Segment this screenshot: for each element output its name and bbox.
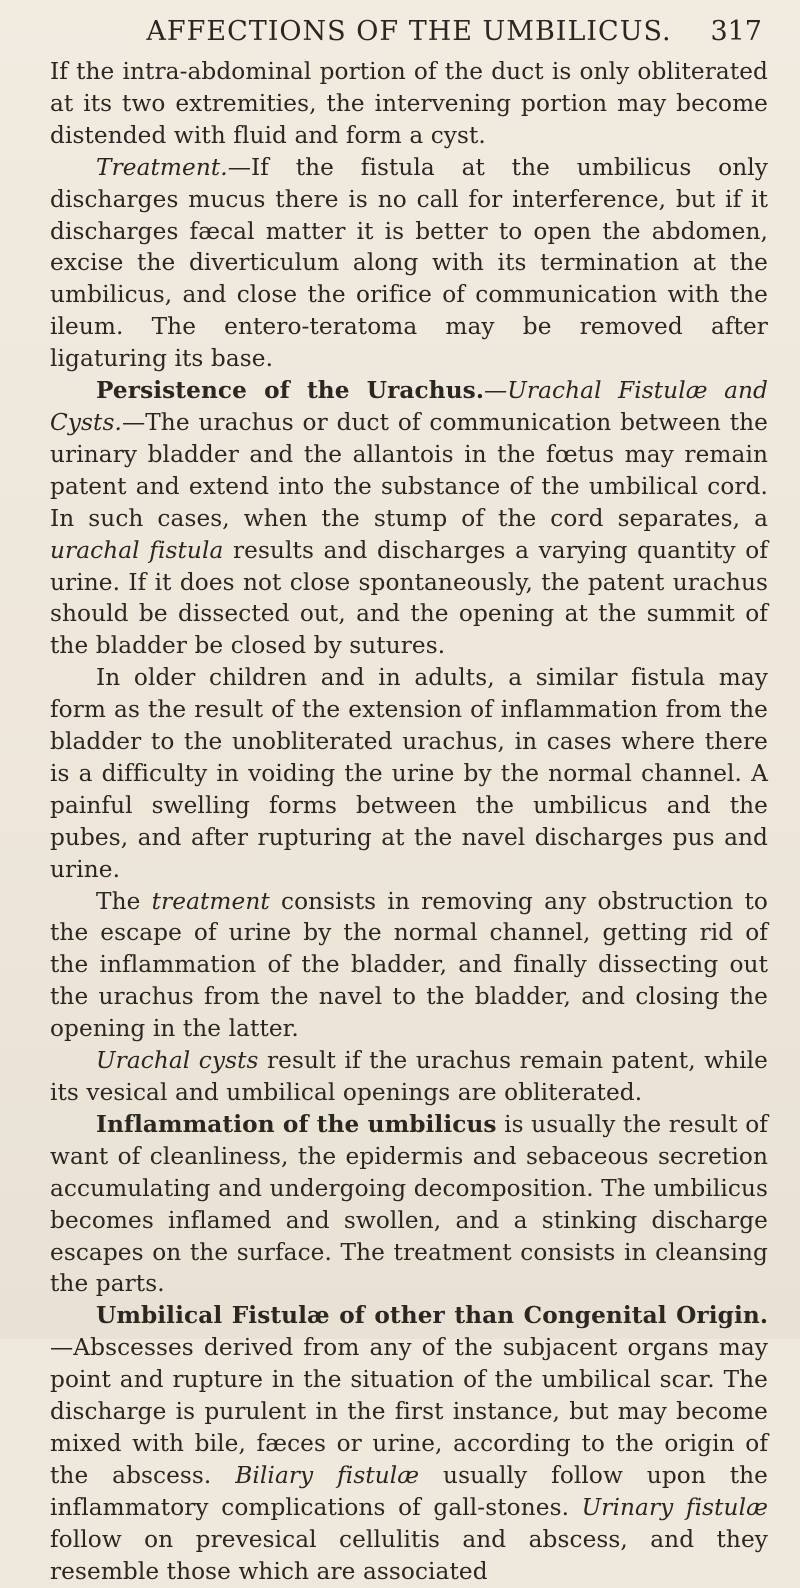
urachus-heading: Persistence of the Urachus. xyxy=(96,377,484,405)
body-text xyxy=(50,56,768,1588)
paragraph-older-children: In older children and in adults, a similar fistula may form as the result of the extension of inflammation from the bladder to the unobliterated urachus, in cases where there is a difficulty in voiding the urine by the normal channel. A painful swelling forms between the umbilicus and the pubes, and after rupturing at the navel discharges pus and urine. xyxy=(50,664,768,883)
paragraph-urachus: Persistence of the Urachus.—Urachal Fistulæ and Cysts.—The urachus or duct of communication between the urinary bladder and the allantois in the fœtus may remain patent and extend into the substance of the umbilical cord. In such cases, when the stump of the cord separates, a urachal fistula results and discharges a varying quantity of urine. If it does not close spontaneously, the patent urachus should be dissected out, and the opening at the summit of the bladder be closed by sutures. xyxy=(50,377,769,660)
paragraph-inflammation: Inflammation of the umbilicus is usually the result of want of cleanliness, the epidermis and sebaceous secretion accumulating and undergoing decomposition. The umbilicus becomes inflamed and swollen, and a stinking discharge escapes on the surface. The treatment consists in cleansing the parts. xyxy=(50,1110,768,1298)
inflammation-heading: Inflammation of the umbilicus xyxy=(96,1110,497,1138)
treatment-heading: Treatment. xyxy=(96,153,228,181)
paragraph-fistulae: Umbilical Fistulæ of other than Congenital Origin.—Abscesses derived from any of the subjacent organs may point and rupture in the situation of the umbilical scar. The discharge is purulent in the first instance, but may become mixed with bile, fæces or urine, according to the origin of the abscess. Biliary fistulæ usually follow upon the inflammatory complications of gall-stones. Urinary fistulæ follow on prevesical cellulitis and abscess, and they resemble those which are associated xyxy=(50,1302,768,1585)
paragraph-urachus-treatment: The treatment consists in removing any obstruction to the escape of urine by the normal channel, getting rid of the inflammation of the bladder, and finally dissecting out the urachus from the navel to the bladder, and closing the opening in the latter. xyxy=(50,887,768,1043)
urachus-subheading: —Urachal Fistulæ and Cysts. xyxy=(50,377,769,436)
running-head xyxy=(50,10,768,56)
paragraph-urachal-cysts: Urachal cysts result if the urachus remain patent, while its vesical and umbilical openings are obliterated. xyxy=(50,1047,769,1106)
page-number: 317 xyxy=(710,16,762,47)
fistulae-heading: Umbilical Fistulæ of other than Congenital Origin. xyxy=(96,1302,768,1330)
paragraph-cyst: If the intra-abdominal portion of the duct is only obliterated at its two extremities, the intervening portion may become distended with fluid and form a cyst. xyxy=(50,58,768,149)
paragraph-treatment: Treatment.—If the fistula at the umbilicus only discharges mucus there is no call for interference, but if it discharges fæcal matter it is better to open the abdomen, excise the diverticulum along with its termination at the umbilicus, and close the orifice of communication with the ileum. The entero-teratoma may be removed after ligaturing its base. xyxy=(50,153,768,373)
chapter-title: AFFECTIONS OF THE UMBILICUS. xyxy=(146,16,672,47)
